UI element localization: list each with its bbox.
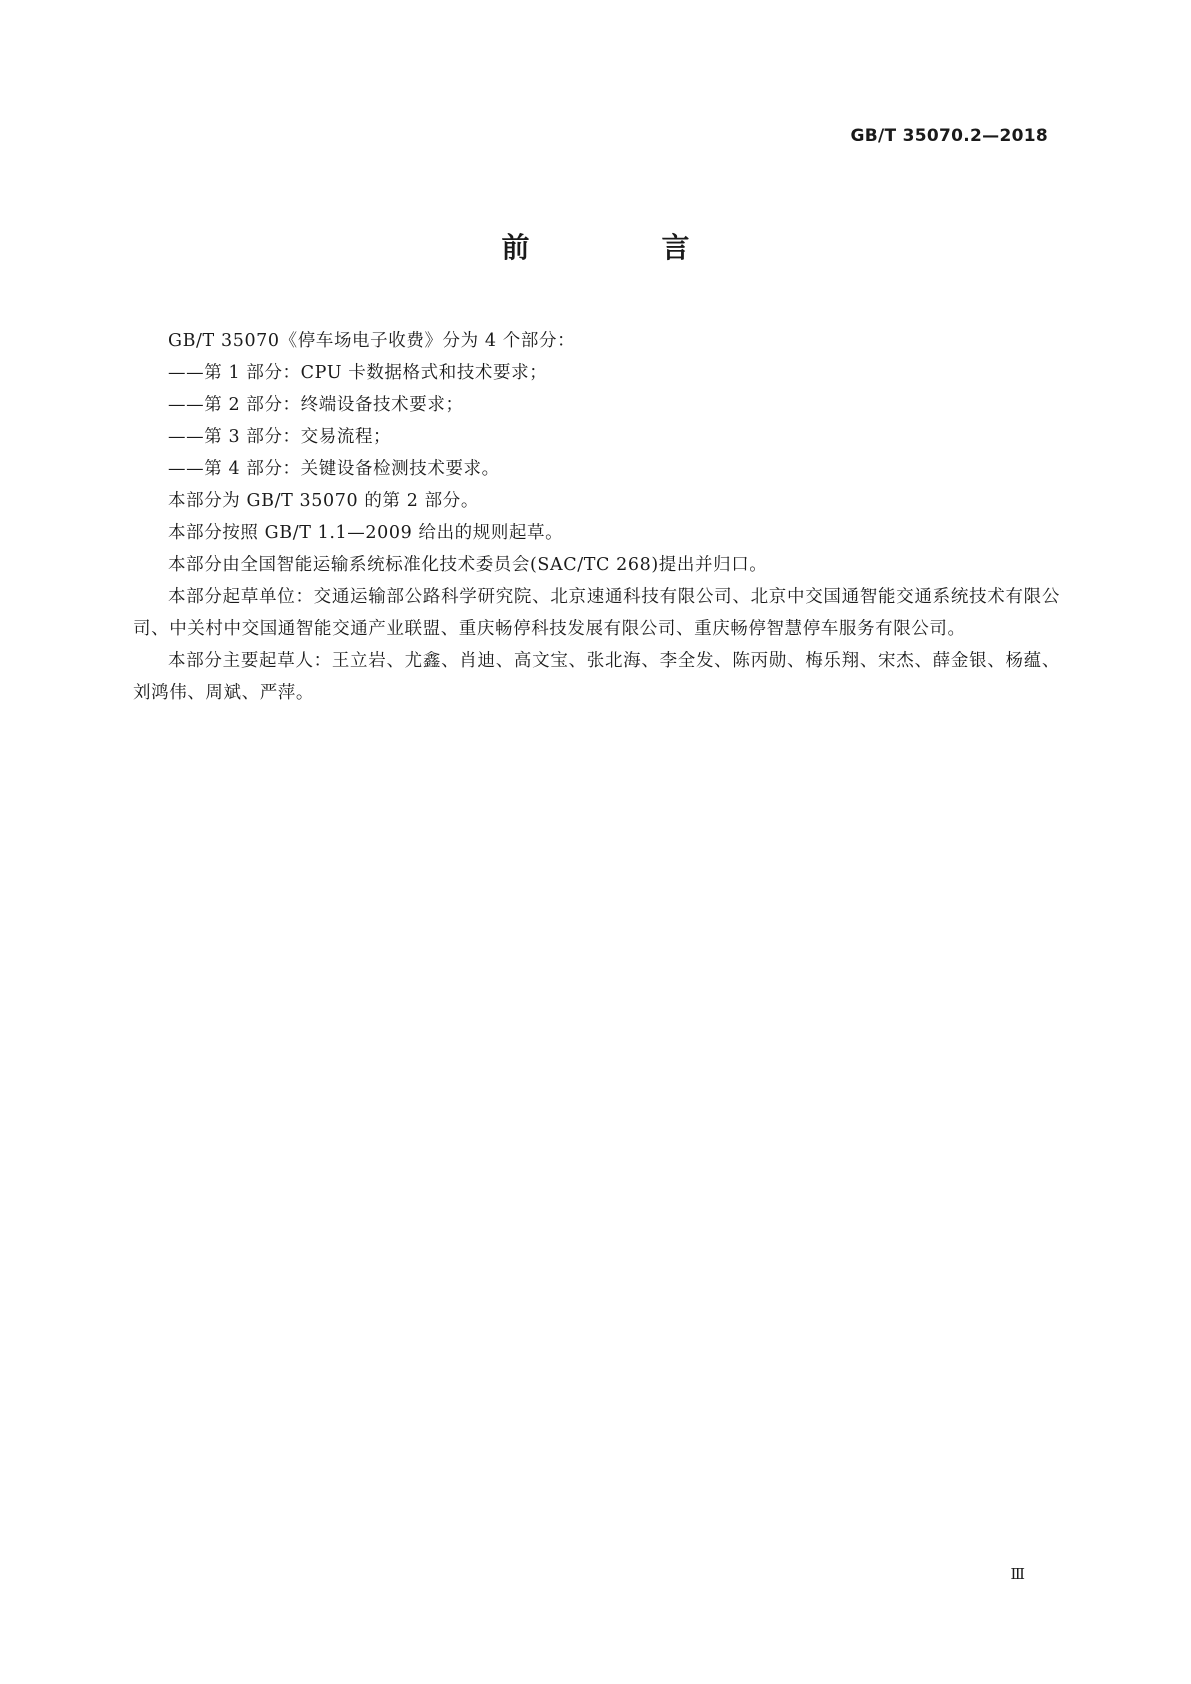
foreword-body — [133, 325, 1060, 709]
part-item-2: ——第 2 部分：终端设备技术要求； — [168, 395, 464, 415]
part-statement-paragraph: 本部分为 GB/T 35070 的第 2 部分。 — [168, 491, 479, 511]
part-item-3: ——第 3 部分：交易流程； — [168, 427, 392, 447]
page-title: 前 言 — [501, 231, 742, 264]
drafters-paragraph: 本部分主要起草人：王立岩、尤鑫、肖迪、高文宝、张北海、李全发、陈丙勋、梅乐翔、宋杰、薛金银、杨蕴、刘鸿伟、周斌、严萍。 — [133, 651, 1060, 703]
page-number: Ⅲ — [1010, 1565, 1025, 1583]
drafting-rules-paragraph: 本部分按照 GB/T 1.1—2009 给出的规则起草。 — [168, 523, 564, 543]
part-item-1: ——第 1 部分：CPU 卡数据格式和技术要求； — [168, 363, 548, 383]
intro-paragraph: GB/T 35070《停车场电子收费》分为 4 个部分： — [168, 331, 576, 351]
standard-code: GB/T 35070.2—2018 — [850, 126, 1048, 146]
drafting-units-paragraph: 本部分起草单位：交通运输部公路科学研究院、北京速通科技有限公司、北京中交国通智能交通系统技术有限公司、中关村中交国通智能交通产业联盟、重庆畅停科技发展有限公司、重庆畅停智慧停车服务有限公司。 — [133, 587, 1060, 639]
proposer-paragraph: 本部分由全国智能运输系统标准化技术委员会(SAC/TC 268)提出并归口。 — [168, 555, 768, 575]
part-item-4: ——第 4 部分：关键设备检测技术要求。 — [168, 459, 500, 479]
